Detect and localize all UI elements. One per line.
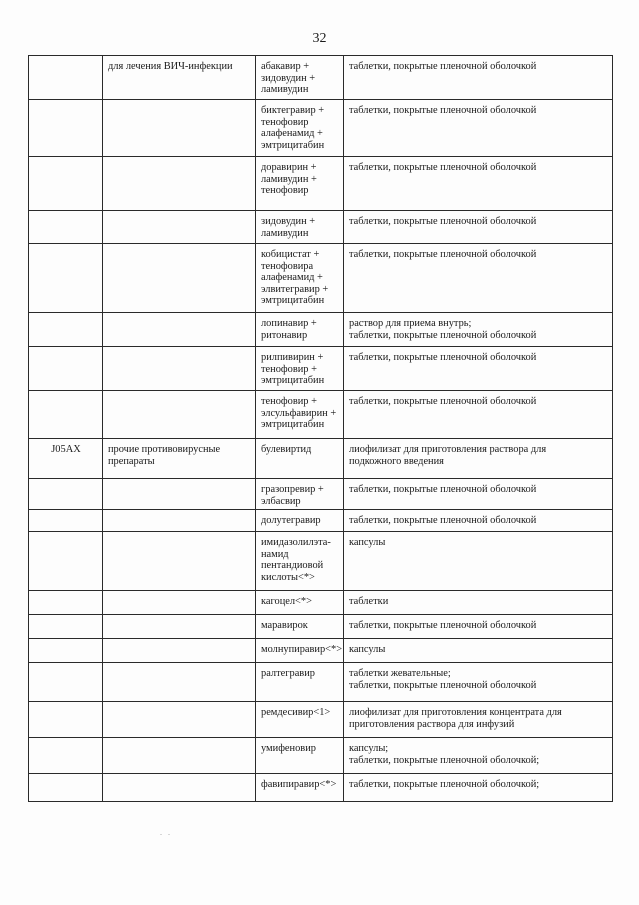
drug-name-cell: кагоцел<*> <box>256 591 344 615</box>
table-row <box>29 591 613 615</box>
dosage-form-cell: таблетки <box>344 591 613 615</box>
dosage-form-cell: лиофилизат для приготовления концентрата для приготовления раствора для инфузий <box>344 702 613 738</box>
atc-code-cell <box>29 615 103 639</box>
drug-name-cell: ремдесивир<1> <box>256 702 344 738</box>
dosage-form-cell: капсулы <box>344 639 613 663</box>
drug-name-cell: булевиртид <box>256 439 344 479</box>
drug-name-cell: лопинавир + ритонавир <box>256 313 344 347</box>
page-number: 32 <box>312 31 327 46</box>
table-row <box>29 439 613 479</box>
atc-code-cell <box>29 591 103 615</box>
table-row <box>29 157 613 211</box>
dosage-form-cell: таблетки, покрытые пленочной оболочкой <box>344 100 613 157</box>
dosage-form-cell: лиофилизат для приготовления раствора для подкожного введения <box>344 439 613 479</box>
table-row <box>29 244 613 313</box>
drug-name-cell: гразопревир + элбасвир <box>256 479 344 510</box>
atc-code-cell <box>29 663 103 702</box>
drug-name-cell: фавипиравир<*> <box>256 774 344 802</box>
pharma-group-cell <box>103 479 256 510</box>
drug-name-cell: зидовудин + ламивудин <box>256 211 344 244</box>
drug-name-cell: молнупиравир<*> <box>256 639 344 663</box>
pharma-group-cell <box>103 532 256 591</box>
pharma-group-cell <box>103 347 256 391</box>
drug-name-cell: абакавир + зидовудин + ламивудин <box>256 56 344 100</box>
pharma-group-cell <box>103 313 256 347</box>
dosage-form-cell: таблетки, покрытые пленочной оболочкой <box>344 391 613 439</box>
table-row <box>29 211 613 244</box>
dosage-form-cell: таблетки, покрытые пленочной оболочкой <box>344 211 613 244</box>
pharma-group-cell <box>103 391 256 439</box>
table-row <box>29 56 613 100</box>
table-row <box>29 479 613 510</box>
drug-name-cell: кобицистат + тенофовира алафенамид + элвитегравир + эмтрицитабин <box>256 244 344 313</box>
table-row <box>29 663 613 702</box>
atc-code-cell <box>29 774 103 802</box>
dosage-form-cell: раствор для приема внутрь; таблетки, покрытые пленочной оболочкой <box>344 313 613 347</box>
table-row <box>29 774 613 802</box>
atc-code-cell <box>29 510 103 532</box>
drug-name-cell: ралтегравир <box>256 663 344 702</box>
pharma-group-cell <box>103 738 256 774</box>
dosage-form-cell: таблетки, покрытые пленочной оболочкой <box>344 56 613 100</box>
pharma-group-cell <box>103 591 256 615</box>
atc-code-cell <box>29 100 103 157</box>
table-row <box>29 347 613 391</box>
pharma-group-cell <box>103 157 256 211</box>
atc-code-cell <box>29 702 103 738</box>
dosage-form-cell: таблетки, покрытые пленочной оболочкой <box>344 347 613 391</box>
dosage-form-cell: капсулы <box>344 532 613 591</box>
pharma-group-cell <box>103 510 256 532</box>
atc-code-cell <box>29 738 103 774</box>
dosage-form-cell: таблетки, покрытые пленочной оболочкой <box>344 244 613 313</box>
dosage-form-cell: таблетки, покрытые пленочной оболочкой; <box>344 774 613 802</box>
table-row <box>29 615 613 639</box>
table-row <box>29 313 613 347</box>
table-row <box>29 702 613 738</box>
dosage-form-cell: капсулы; таблетки, покрытые пленочной оболочкой; <box>344 738 613 774</box>
dosage-form-cell: таблетки жевательные; таблетки, покрытые пленочной оболочкой <box>344 663 613 702</box>
dosage-form-cell: таблетки, покрытые пленочной оболочкой <box>344 510 613 532</box>
pharma-group-cell: для лечения ВИЧ-инфекции <box>103 56 256 100</box>
table-body <box>29 56 613 802</box>
drug-name-cell: доравирин + ламивудин + тенофовир <box>256 157 344 211</box>
medication-table <box>28 55 613 802</box>
atc-code-cell <box>29 157 103 211</box>
atc-code-cell <box>29 244 103 313</box>
table-row <box>29 100 613 157</box>
drug-name-cell: рилпивирин + тенофовир + эмтрицитабин <box>256 347 344 391</box>
atc-code-cell <box>29 391 103 439</box>
pharma-group-cell <box>103 774 256 802</box>
dosage-form-cell: таблетки, покрытые пленочной оболочкой <box>344 615 613 639</box>
drug-name-cell: долутегравир <box>256 510 344 532</box>
drug-name-cell: имидазолилэта- намид пентандиовой кислоты<*> <box>256 532 344 591</box>
pharma-group-cell <box>103 639 256 663</box>
scan-artifact: . . <box>160 828 172 837</box>
table-row <box>29 532 613 591</box>
table-row <box>29 510 613 532</box>
table-row <box>29 738 613 774</box>
pharma-group-cell <box>103 211 256 244</box>
pharma-group-cell <box>103 100 256 157</box>
atc-code-cell <box>29 313 103 347</box>
table-row <box>29 639 613 663</box>
atc-code-cell <box>29 479 103 510</box>
atc-code-cell <box>29 56 103 100</box>
pharma-group-cell <box>103 663 256 702</box>
table-row <box>29 391 613 439</box>
dosage-form-cell: таблетки, покрытые пленочной оболочкой <box>344 479 613 510</box>
pharma-group-cell <box>103 615 256 639</box>
atc-code-cell <box>29 532 103 591</box>
pharma-group-cell <box>103 244 256 313</box>
atc-code-cell <box>29 639 103 663</box>
drug-name-cell: маравирок <box>256 615 344 639</box>
atc-code-cell <box>29 211 103 244</box>
drug-name-cell: тенофовир + элсульфавирин + эмтрицитабин <box>256 391 344 439</box>
drug-name-cell: биктегравир + тенофовир алафенамид + эмтрицитабин <box>256 100 344 157</box>
atc-code-cell: J05AX <box>29 439 103 479</box>
atc-code-cell <box>29 347 103 391</box>
drug-name-cell: умифеновир <box>256 738 344 774</box>
pharma-group-cell: прочие противовирусные препараты <box>103 439 256 479</box>
dosage-form-cell: таблетки, покрытые пленочной оболочкой <box>344 157 613 211</box>
pharma-group-cell <box>103 702 256 738</box>
